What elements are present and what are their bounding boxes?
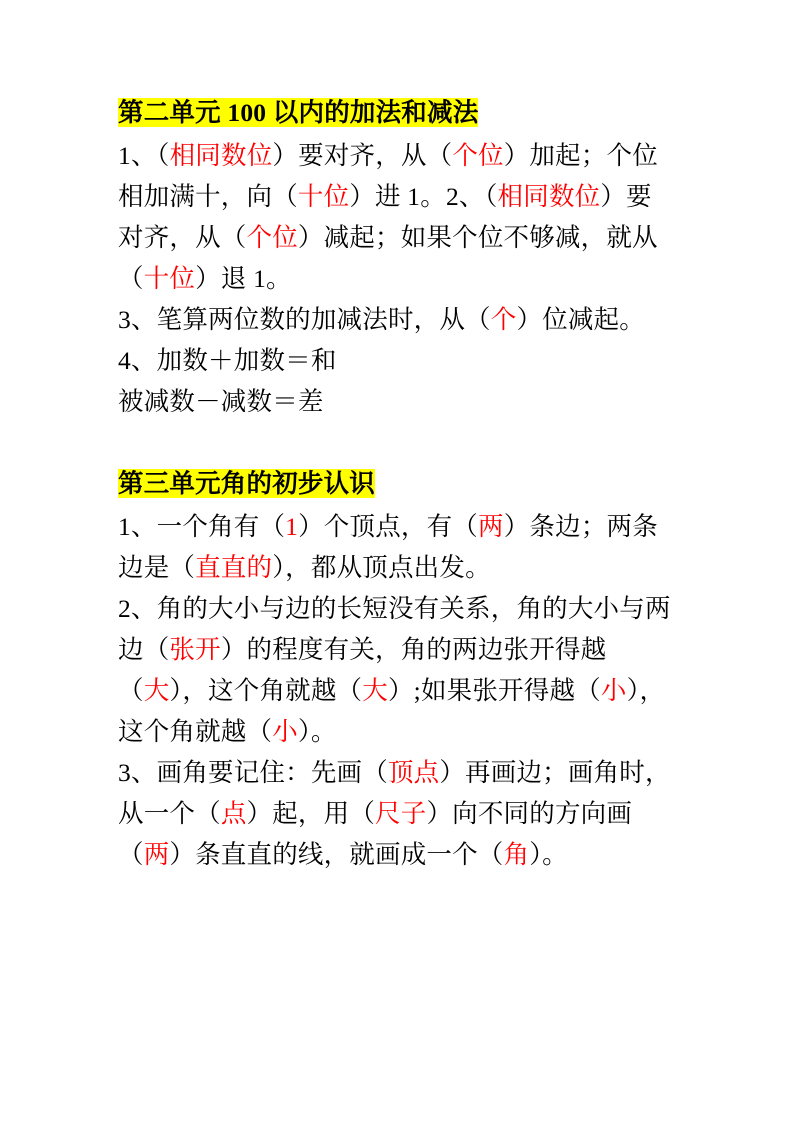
run-text: ），这个角就越（: [169, 676, 363, 705]
run-text: 4、加数＋加数＝和: [118, 346, 337, 375]
run-text-red: 两: [143, 840, 170, 869]
run-text-red: 1: [285, 512, 299, 541]
run-text-red: 尺子: [375, 799, 427, 828]
section-unit3: [118, 463, 675, 875]
run-text-red: 直直的: [195, 553, 273, 582]
paragraph-u3-p1: [118, 506, 675, 588]
run-text-red: 顶点: [387, 758, 440, 787]
highlighted-heading-text: 第二单元 100 以内的加法和减法: [118, 98, 479, 127]
run-text: ）条直直的线，就画成一个（: [169, 840, 504, 869]
run-text: ）再画边；画角时，从一个（: [118, 758, 671, 828]
paragraph-u3-p2: [118, 588, 675, 752]
run-text: ）起，用（: [246, 799, 376, 828]
run-text: 3、笔算两位数的加减法时，从（: [118, 305, 491, 334]
run-text-red: 十位: [297, 182, 350, 211]
run-text: ）的程度有关，角的两边张开得越（: [118, 635, 607, 705]
run-text: 被减数－减数＝差: [118, 387, 324, 416]
section-heading-unit3: [118, 463, 675, 504]
run-text: ）。: [297, 717, 337, 746]
run-text-red: 小: [272, 717, 298, 746]
run-text-red: 大: [362, 676, 388, 705]
run-text: 1、（: [118, 141, 170, 170]
run-text-red: 角: [503, 840, 530, 869]
run-text-red: 相同数位: [497, 182, 601, 211]
paragraph-u3-p3: [118, 752, 675, 875]
run-text: ）退 1。: [195, 264, 292, 293]
run-text: 1、一个角有（: [118, 512, 286, 541]
run-text-red: 个位: [452, 141, 504, 170]
run-text: ）减起；如果个位不够减，就从（: [118, 223, 658, 293]
section-heading-unit2: [118, 92, 675, 133]
paragraph-u2-p2: [118, 299, 675, 340]
document-body: [118, 92, 675, 875]
run-text: ）。: [529, 840, 568, 869]
run-text-red: 相同数位: [169, 141, 273, 170]
run-text: ）个顶点，有（: [298, 512, 479, 541]
run-text: ）加起；个位相加满十，向（: [118, 141, 658, 211]
run-text: ）;如果张开得越（: [387, 676, 601, 705]
run-text-red: 两: [478, 512, 504, 541]
run-text: 3、画角要记住：先画（: [118, 758, 388, 787]
run-text: ）要对齐，从（: [272, 141, 453, 170]
run-text: ）进 1。2、（: [349, 182, 498, 211]
paragraph-u2-p3: [118, 340, 675, 381]
run-text-red: 张开: [169, 635, 221, 664]
highlighted-heading-text: 第三单元角的初步认识: [118, 469, 376, 498]
run-text-red: 小: [600, 676, 627, 705]
run-text-red: 大: [143, 676, 170, 705]
run-text: ），都从顶点出发。: [272, 553, 491, 582]
run-text: ），这个角就越（: [118, 676, 666, 746]
section-spacer: [118, 422, 675, 463]
paragraph-u2-p1: [118, 135, 675, 299]
run-text: ）要对齐，从（: [118, 182, 652, 252]
run-text: 2、角的大小与边的长短没有关系，角的大小与两边（: [118, 594, 671, 664]
run-text-red: 十位: [143, 264, 196, 293]
run-text-red: 个: [490, 305, 517, 334]
run-text-red: 个位: [246, 223, 298, 252]
run-text-red: 点: [220, 799, 247, 828]
run-text: ）向不同的方向画（: [118, 799, 633, 869]
run-text: ）条边；两条边是（: [118, 512, 658, 582]
paragraph-u2-p4: [118, 381, 675, 422]
run-text: ）位减起。: [516, 305, 645, 334]
section-unit2: [118, 92, 675, 422]
